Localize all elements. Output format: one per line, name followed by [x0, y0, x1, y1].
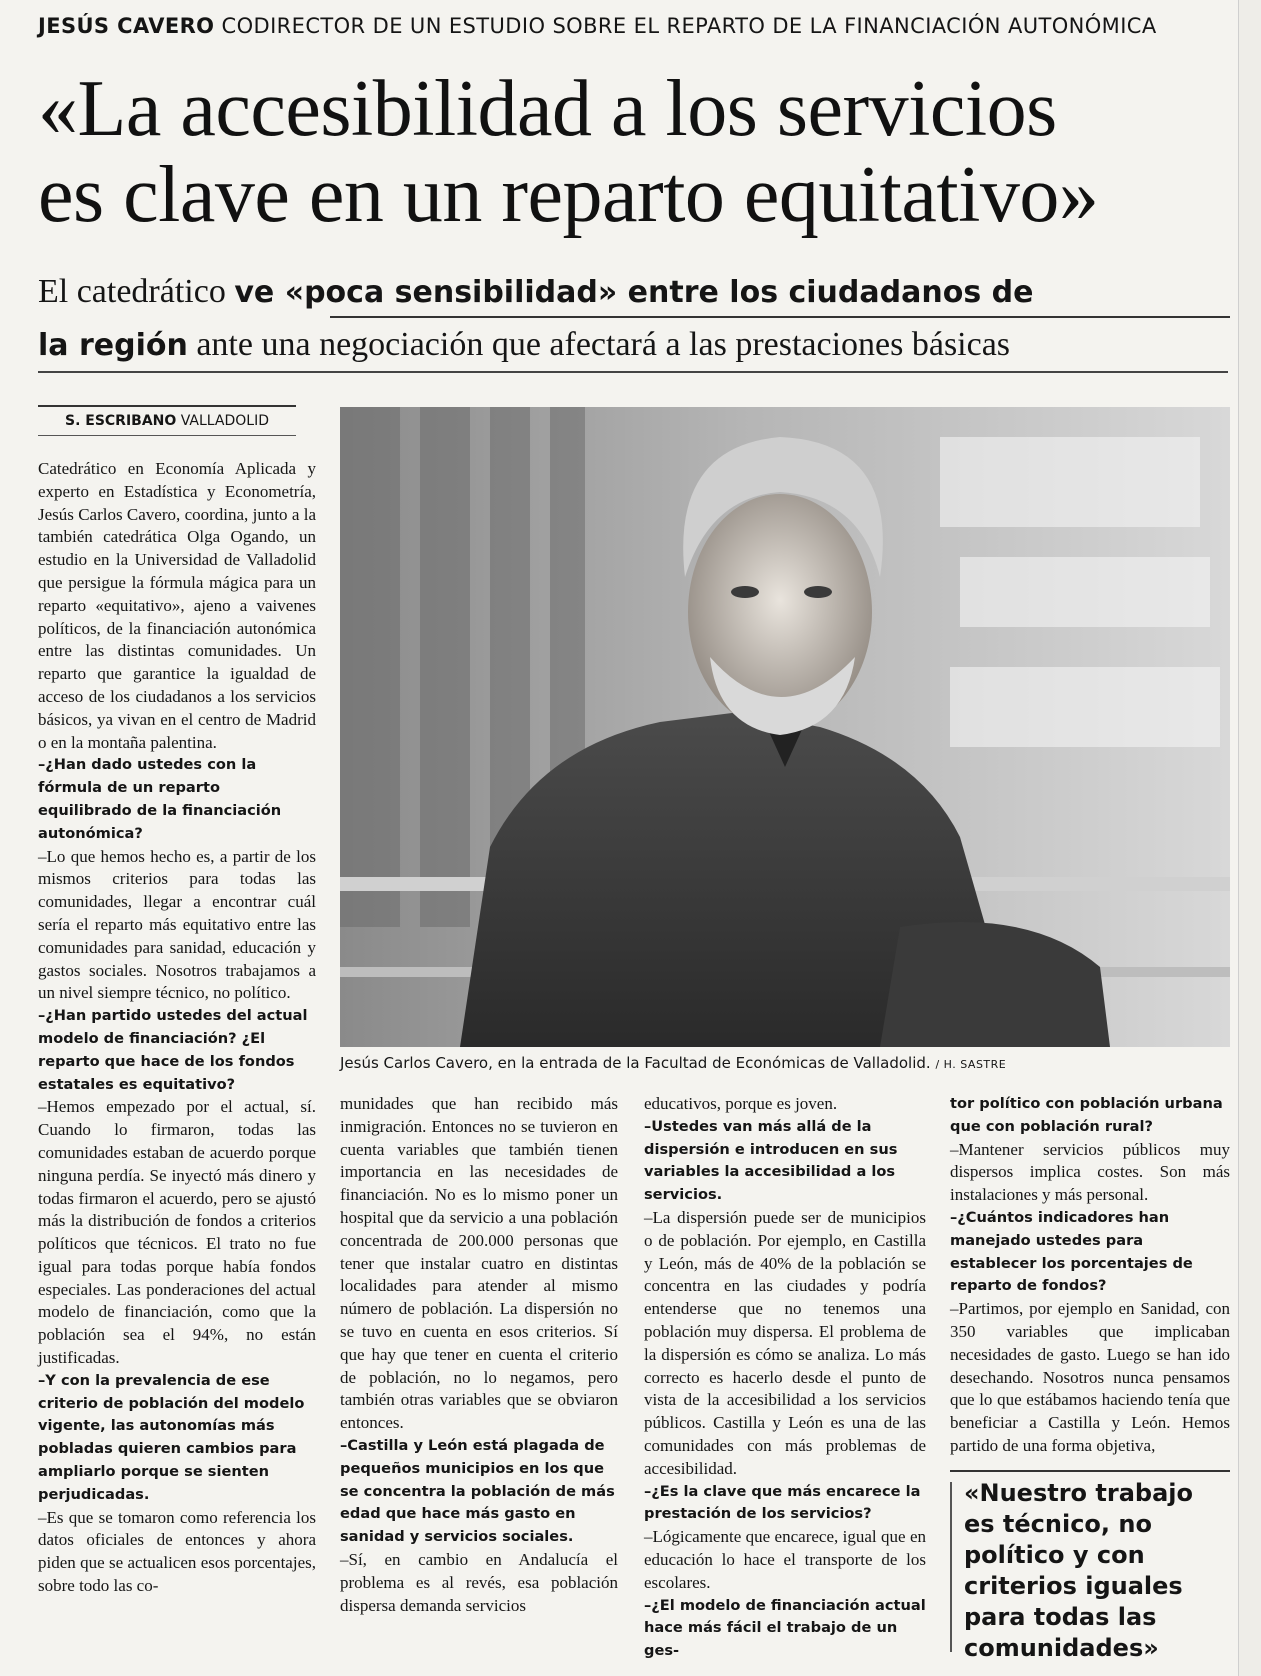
subheadline-line-2 [38, 319, 1228, 372]
article-column-4 [950, 1093, 1230, 1458]
byline-place: VALLADOLID [180, 413, 270, 429]
byline [38, 405, 296, 436]
question: –¿Es la clave que más encarece la prestación de los servicios? [644, 1482, 921, 1523]
headline [38, 66, 1228, 238]
portrait-photo [340, 407, 1230, 1047]
photo-caption [340, 1054, 1230, 1072]
answer: –Mantener servicios públicos muy dispersos implica costes. Son más instalaciones y más personal. [950, 1139, 1230, 1205]
answer: –Es que se tomaron como referencia los datos oficiales de entonces y ahora piden que se actualicen esos porcentajes, sobre todo las co- [38, 1507, 316, 1596]
question: tor político con población urbana que con población rural? [950, 1095, 1223, 1135]
pull-quote [950, 1470, 1230, 1662]
subheadline-bold: la región [38, 328, 188, 363]
question: –Castilla y León está plagada de pequeños municipios en los que se concentra la población de más edad que hace más gasto en sanidad y servicios sociales. [340, 1436, 615, 1546]
pull-quote-bar [950, 1482, 952, 1652]
adjacent-page-edge [1238, 0, 1261, 1676]
headline-line-1: «La accesibilidad a los servicios [38, 65, 1057, 153]
question: –¿Han partido ustedes del actual modelo de financiación? ¿El reparto que hace de los fondos estatales es equitativo? [38, 1007, 308, 1093]
subheadline-bold: ve «poca sensibilidad» entre los ciudadanos de [234, 275, 1034, 310]
question: –¿El modelo de financiación actual hace más fácil el trabajo de un ges- [644, 1596, 926, 1660]
question: –¿Han dado ustedes con la fórmula de un reparto equilibrado de la financiación autonómica? [38, 756, 282, 842]
subheadline-rule [330, 316, 1230, 318]
answer: –La dispersión puede ser de municipios o de población. Por ejemplo, en Castilla y León, más de 40% de la población se concentra en las ciudades y podría entenderse que no tenemos una población muy dispersa. El problema de la dispersión es cómo se analiza. Lo más correcto es hacerlo desde el punto de vista de la accesibilidad a los servicios públicos. Castilla y León es una de las comunidades con más problemas de accesibilidad. [644, 1207, 926, 1478]
answer: educativos, porque es joven. [644, 1094, 838, 1113]
answer: munidades que han recibido más inmigración. Entonces no se tuvieron en cuenta variables que también tienen importancia en las necesidades de financiación. No es lo mismo poner un hospital que da servicio a una población concentrada de 200.000 personas que tener que instalar cuatro en distintas localidades para atender al mismo número de población. La dispersión no se tuvo en cuenta en esos criterios. Sí que hay que tener en cuenta el criterio de población, no lo negamos, pero también otras variables que se obviaron entonces. [340, 1094, 618, 1433]
answer: –Lógicamente que encarece, igual que en educación lo hace el transporte de los escolares. [644, 1527, 926, 1592]
answer: –Partimos, por ejemplo en Sanidad, con 350 variables que implicaban necesidades de gasto. Luego se han ido desechando. Nosotros nunca pensamos que lo que estábamos haciendo tenía que beneficiar a Castilla y León. Hemos partido de una forma objetiva, [950, 1299, 1230, 1455]
subheadline-text: El catedrático [38, 273, 235, 310]
portrait-illustration [340, 407, 1230, 1047]
question: –Y con la prevalencia de ese criterio de población del modelo vigente, las autonomías más pobladas quieren cambios para ampliarlo porque se sienten perjudicadas. [38, 1371, 305, 1503]
subheadline [38, 266, 1228, 372]
answer: –Hemos empezado por el actual, sí. Cuando lo firmaron, todas las comunidades estaban de acuerdo porque ninguna perdía. Se inyectó más dinero y todas firmaron el acuerdo, pero se ajustó más la distribución de fondos a criterios políticos que técnicos. El trato no fue igual para todas porque había fondos especiales. Las ponderaciones del actual modelo de financiación, como que la población sea el 94%, no están justificadas. [38, 1097, 316, 1368]
subheadline-line-1 [38, 266, 1228, 319]
article-column-1 [38, 458, 316, 1598]
article-column-3 [644, 1093, 926, 1663]
question: –Ustedes van más allá de la dispersión e introducen en sus variables la accesibilidad a los servicios. [644, 1117, 898, 1204]
subheadline-text: ante una negociación que afectará a las prestaciones básicas [187, 326, 1011, 363]
section-divider [38, 371, 1228, 373]
answer: –Sí, en cambio en Andalucía el problema es al revés, esa población dispersa demanda servicios [340, 1549, 618, 1615]
interviewee-role: CODIRECTOR DE UN ESTUDIO SOBRE EL REPARTO DE LA FINANCIACIÓN AUTONÓMICA [221, 14, 1157, 38]
kicker [38, 14, 1218, 38]
byline-author: S. ESCRIBANO [64, 413, 177, 429]
photo-credit: / H. SASTRE [935, 1058, 1007, 1071]
headline-line-2: es clave en un reparto equitativo» [38, 151, 1099, 239]
caption-text: Jesús Carlos Cavero, en la entrada de la Facultad de Económicas de Valladolid. [340, 1054, 931, 1072]
article-column-2 [340, 1093, 618, 1617]
interviewee-name: JESÚS CAVERO [38, 14, 215, 38]
question: –¿Cuántos indicadores han manejado ustedes para establecer los porcentajes de reparto de fondos? [950, 1208, 1193, 1295]
answer: –Lo que hemos hecho es, a partir de los mismos criterios para todas las comunidades, llegar a encontrar cuál sería el reparto más equitativo entre las comunidades para sanidad, educación y gastos sociales. Nosotros trabajamos a un nivel siempre técnico, no político. [38, 846, 316, 1003]
intro-paragraph: Catedrático en Economía Aplicada y experto en Estadística y Econometría, Jesús Carlos Cavero, coordina, junto a la también catedrática Olga Ogando, un estudio en la Universidad de Valladolid que persigue la fórmula mágica para un reparto «equitativo», ajeno a vaivenes políticos, de la financiación autonómica entre las distintas comunidades. Un reparto que garantice la igualdad de acceso de los ciudadanos a los servicios básicos, ya vivan en el centro de Madrid o en la montaña palentina. [38, 459, 316, 752]
pull-quote-text: «Nuestro trabajo es técnico, no político y con criterios iguales para todas las comunidades» [964, 1479, 1193, 1662]
